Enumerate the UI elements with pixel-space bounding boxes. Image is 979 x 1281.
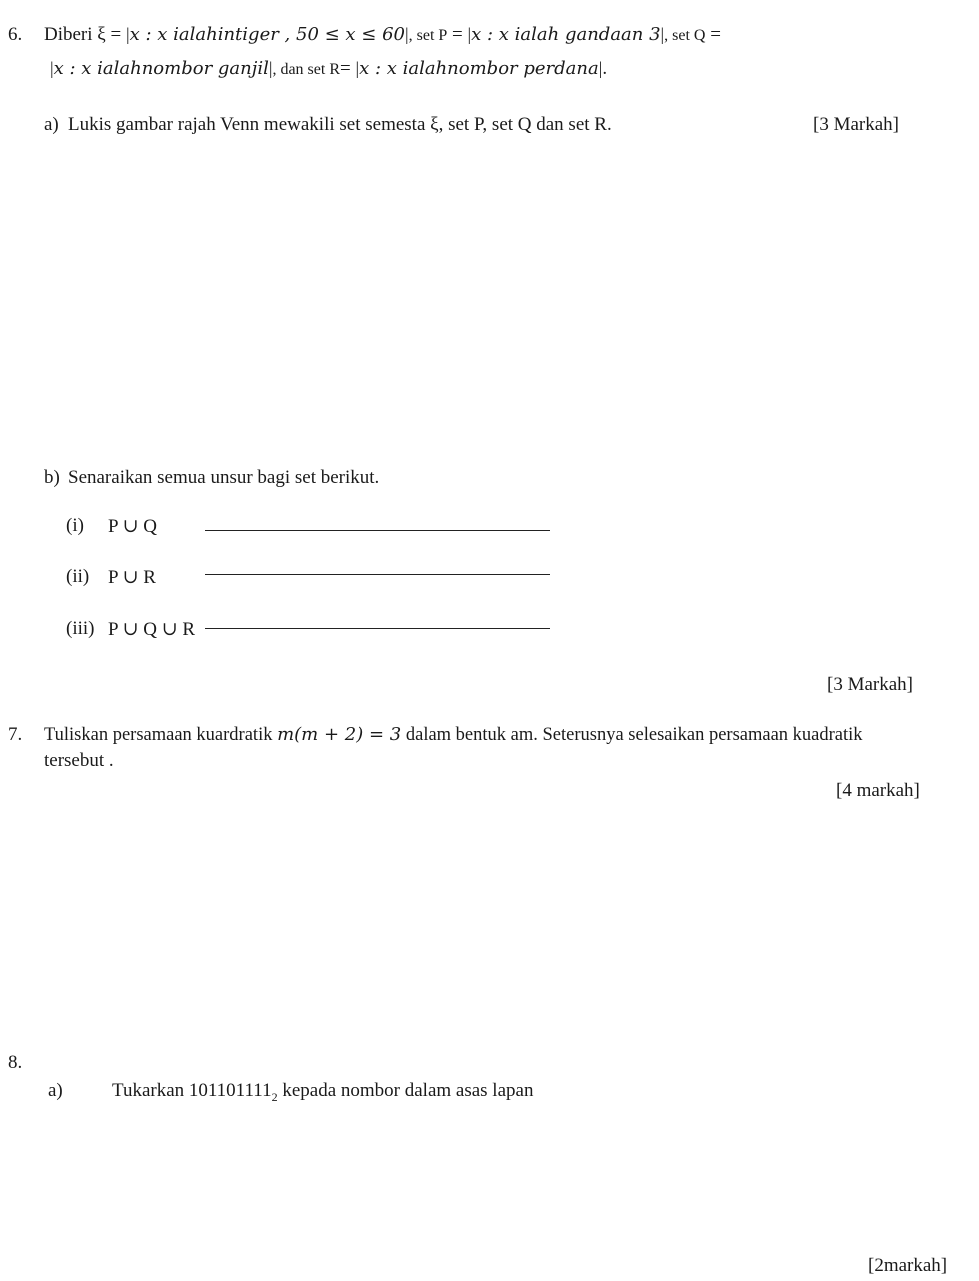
part-b-marks: [3 Markah] xyxy=(827,674,913,695)
q7-line2: tersebut . xyxy=(44,750,114,771)
equals-sign: = xyxy=(452,24,463,45)
item-iii-label: (iii) xyxy=(66,618,95,639)
binary-base: 2 xyxy=(271,1089,278,1104)
q7-text-after: dalam bentuk am. Seterusnya selesaikan persamaan kuadratik xyxy=(405,725,863,745)
open-brace-icon: | xyxy=(50,58,54,78)
equals-sign: = xyxy=(710,24,721,45)
close-brace-icon: | xyxy=(598,58,603,78)
q8-part-a-label: a) xyxy=(48,1080,63,1101)
set-r-definition: x : x ialahnombor perdana xyxy=(359,58,599,79)
equals-sign: = xyxy=(110,24,122,45)
item-i-label: (i) xyxy=(66,515,84,536)
q7-text-before: Tuliskan persamaan kuardratik xyxy=(44,725,273,745)
equals-sign: = xyxy=(340,58,351,79)
part-b-text: Senaraikan semua unsur bagi set berikut. xyxy=(68,467,380,488)
binary-number xyxy=(188,1080,278,1104)
item-ii-expr: P ∪ R xyxy=(108,567,156,588)
question-number: 8. xyxy=(8,1052,23,1073)
item-ii-label: (ii) xyxy=(66,566,90,587)
universal-set-definition: x : x ialahintiger , 50 ≤ x ≤ 60 xyxy=(129,24,406,45)
question-number: 7. xyxy=(8,724,23,745)
period: . xyxy=(602,58,608,79)
close-brace-icon: | xyxy=(268,58,273,78)
q7-marks: [4 markah] xyxy=(836,780,920,801)
question-7-text xyxy=(44,724,863,746)
open-brace-icon: | xyxy=(126,24,130,44)
part-a-label: a) xyxy=(44,114,59,135)
item-iii-expr: P ∪ Q ∪ R xyxy=(108,619,196,640)
set-p-prefix: , set P xyxy=(408,27,448,44)
close-brace-icon: | xyxy=(660,24,665,44)
close-brace-icon: | xyxy=(405,24,409,44)
binary-digits: 101101111 xyxy=(188,1080,272,1101)
part-b-label: b) xyxy=(44,467,60,488)
part-a-text: Lukis gambar rajah Venn mewakili set semesta ξ, set P, set Q dan set R. xyxy=(68,114,612,135)
q8-marks: [2markah] xyxy=(868,1255,948,1276)
q8-text-before: Tukarkan xyxy=(112,1080,185,1101)
q8-part-a-text xyxy=(112,1080,533,1105)
set-q-definition: x : x ialahnombor ganjil xyxy=(53,58,269,79)
question-number: 6. xyxy=(8,24,23,45)
item-i-expr: P ∪ Q xyxy=(108,516,158,537)
open-brace-icon: | xyxy=(355,58,360,78)
set-q-prefix: , set Q xyxy=(664,27,706,44)
answer-line-i[interactable] xyxy=(205,530,550,531)
question-intro-line2 xyxy=(50,58,607,80)
q8-text-after: kepada nombor dalam asas lapan xyxy=(282,1080,534,1101)
question-intro xyxy=(44,24,721,46)
set-r-prefix: , dan set R xyxy=(272,61,340,78)
part-a-marks: [3 Markah] xyxy=(813,114,899,135)
intro-word: Diberi xyxy=(44,24,93,45)
open-brace-icon: | xyxy=(467,24,472,44)
answer-line-ii[interactable] xyxy=(205,574,550,575)
set-p-definition: x : x ialah gandaan 3 xyxy=(471,24,661,45)
q7-equation: m(m + 2) = 3 xyxy=(277,724,402,745)
universal-set-symbol: ξ xyxy=(97,24,106,45)
answer-line-iii[interactable] xyxy=(205,628,550,629)
